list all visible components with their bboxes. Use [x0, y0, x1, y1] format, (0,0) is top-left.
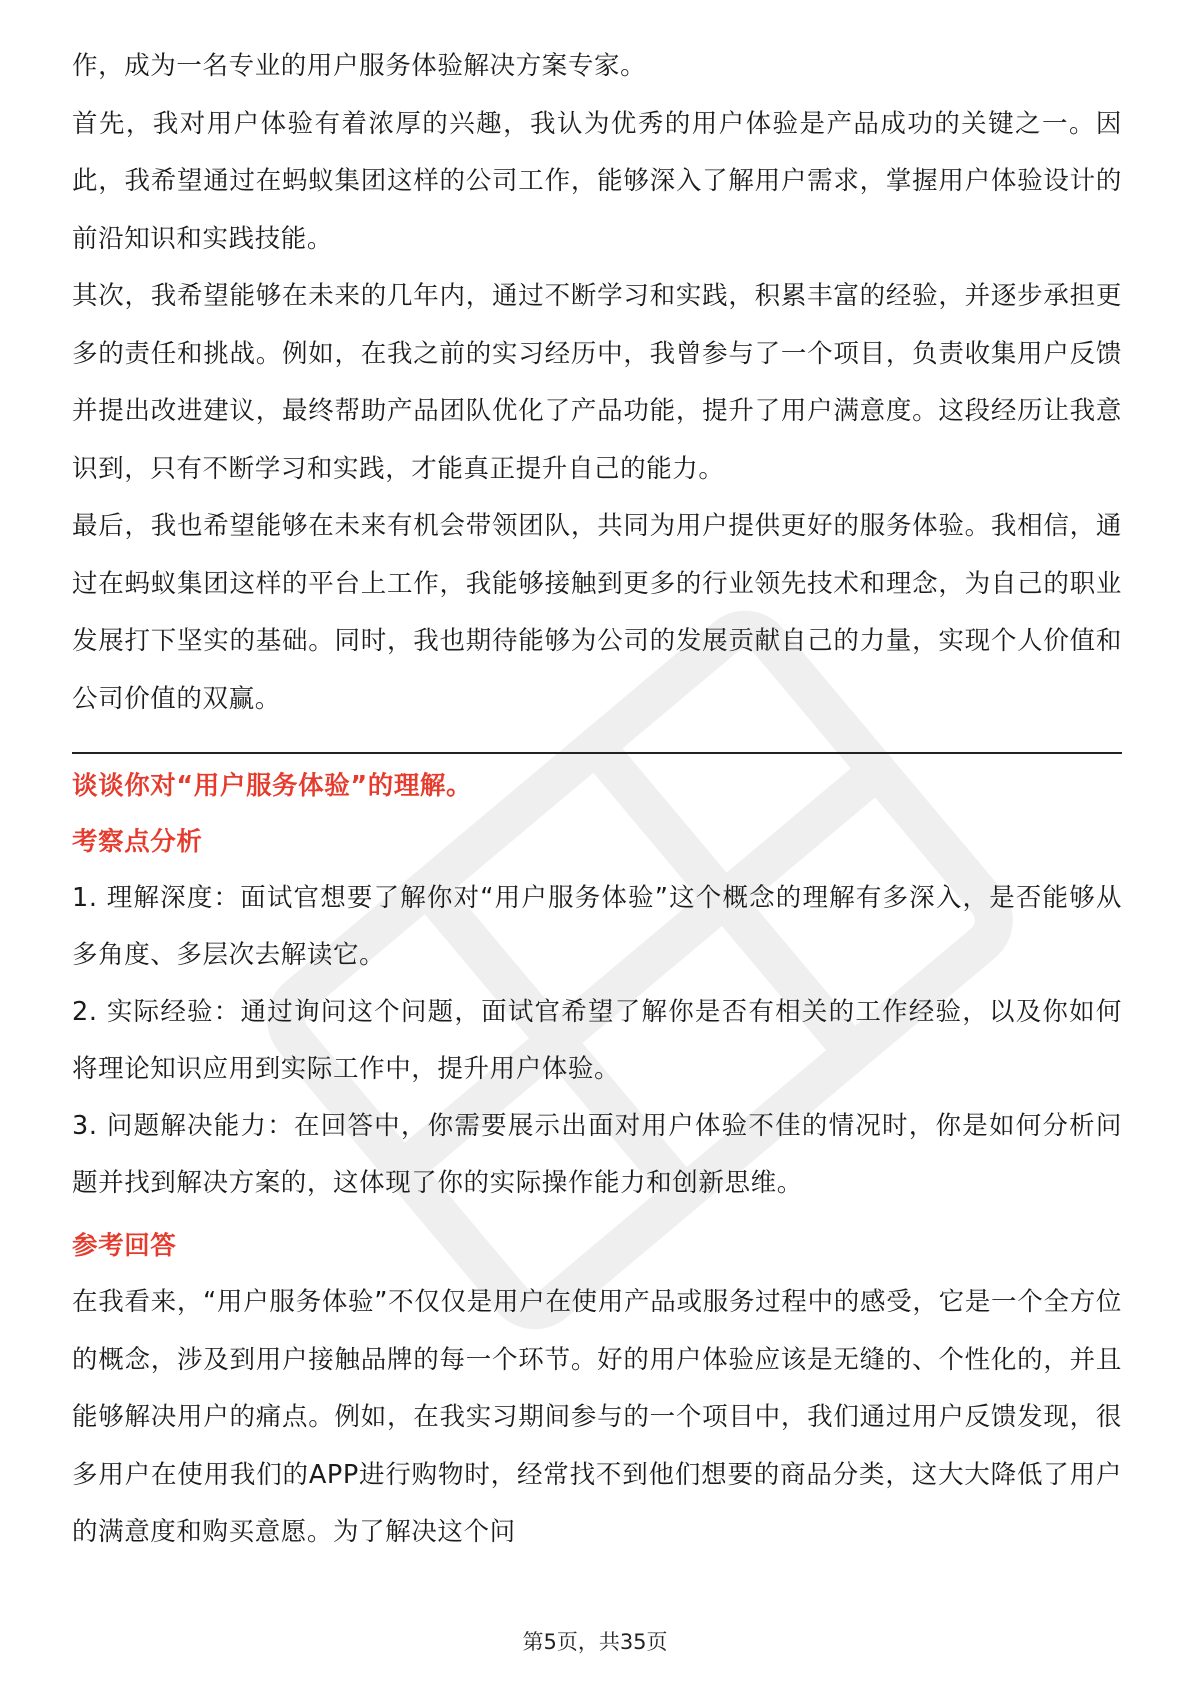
analysis-item-3: 3. 问题解决能力：在回答中，你需要展示出面对用户体验不佳的情况时，你是如何分析问题并找到解决方案的，这体现了你的实际操作能力和创新思维。 — [72, 1111, 1122, 1198]
page-number-footer: 第5页，共35页 — [522, 1630, 668, 1654]
document-page — [72, 38, 1122, 1562]
intro-paragraph-2: 首先，我对用户体验有着浓厚的兴趣，我认为优秀的用户体验是产品成功的关键之一。因此，我希望通过在蚂蚁集团这样的公司工作，能够深入了解用户需求，掌握用户体验设计的前沿知识和实践技能。 — [72, 108, 1122, 254]
question-title: 谈谈你对“用户服务体验”的理解。 — [72, 771, 473, 801]
analysis-item-2: 2. 实际经验：通过询问这个问题，面试官希望了解你是否有相关的工作经验，以及你如何将理论知识应用到实际工作中，提升用户体验。 — [72, 997, 1122, 1084]
intro-paragraph-3: 其次，我希望能够在未来的几年内，通过不断学习和实践，积累丰富的经验，并逐步承担更多的责任和挑战。例如，在我之前的实习经历中，我曾参与了一个项目，负责收集用户反馈并提出改进建议，最终帮助产品团队优化了产品功能，提升了用户满意度。这段经历让我意识到，只有不断学习和实践，才能真正提升自己的能力。 — [72, 281, 1122, 484]
intro-paragraph-1: 作，成为一名专业的用户服务体验解决方案专家。 — [72, 51, 647, 81]
analysis-item-1: 1. 理解深度：面试官想要了解你对“用户服务体验”这个概念的理解有多深入，是否能够从多角度、多层次去解读它。 — [72, 883, 1122, 970]
analysis-heading: 考察点分析 — [72, 827, 203, 857]
section-divider — [72, 752, 1122, 754]
intro-paragraph-4: 最后，我也希望能够在未来有机会带领团队，共同为用户提供更好的服务体验。我相信，通过在蚂蚁集团这样的平台上工作，我能够接触到更多的行业领先技术和理念，为自己的职业发展打下坚实的基础。同时，我也期待能够为公司的发展贡献自己的力量，实现个人价值和公司价值的双赢。 — [72, 511, 1122, 714]
analysis-list — [72, 870, 1122, 1212]
answer-paragraph: 在我看来，“用户服务体验”不仅仅是用户在使用产品或服务过程中的感受，它是一个全方位的概念，涉及到用户接触品牌的每一个环节。好的用户体验应该是无缝的、个性化的，并且能够解决用户的痛点。例如，在我实习期间参与的一个项目中，我们通过用户反馈发现，很多用户在使用我们的APP进行购物时，经常找不到他们想要的商品分类，这大大降低了用户的满意度和购买意愿。为了解决这个问 — [72, 1287, 1122, 1547]
answer-heading: 参考回答 — [72, 1231, 177, 1261]
